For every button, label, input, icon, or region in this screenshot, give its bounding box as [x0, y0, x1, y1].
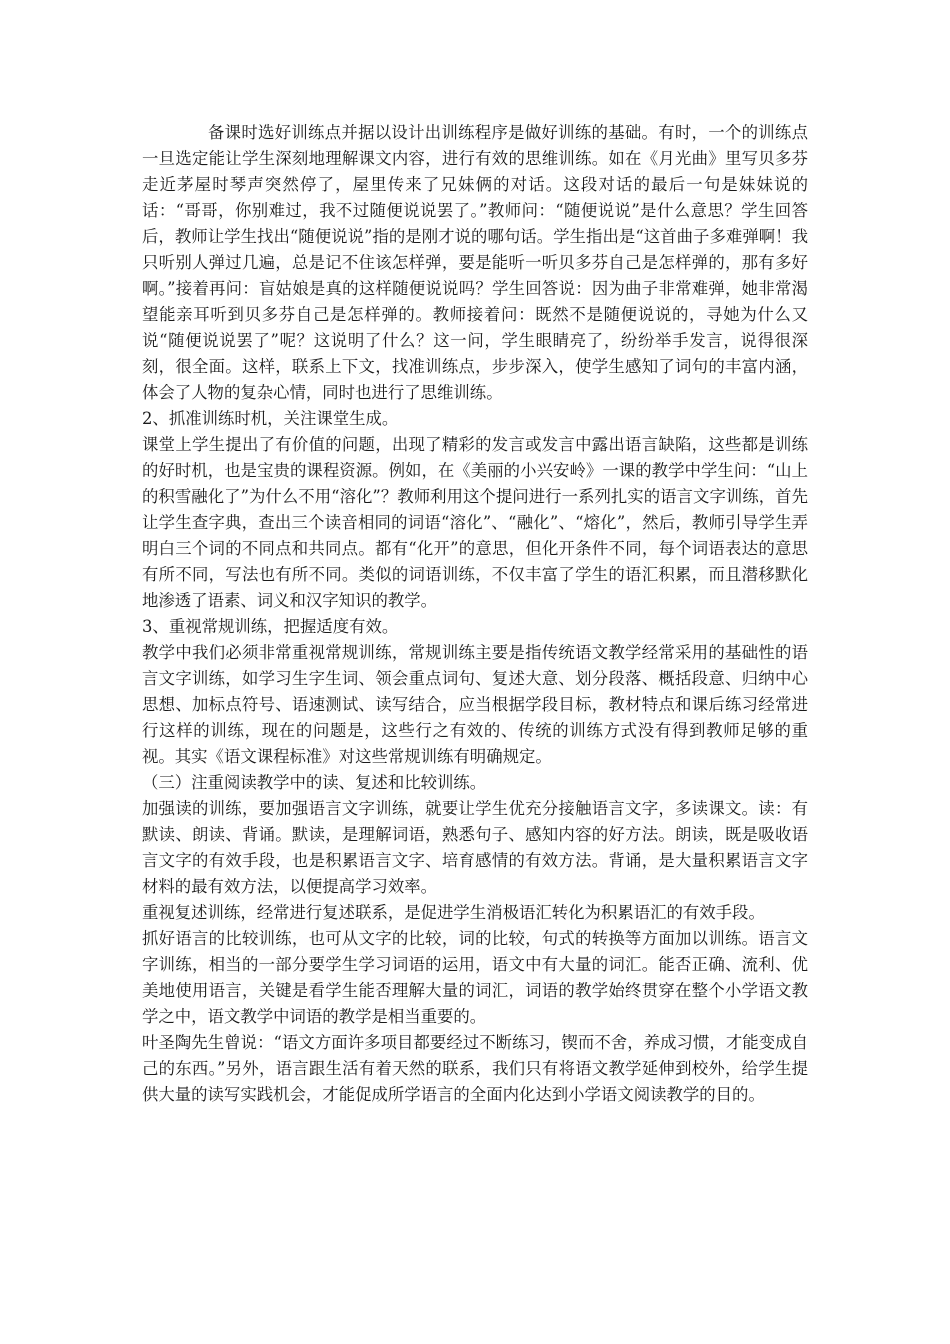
- paragraph-training-point: 备课时选好训练点并据以设计出训练程序是做好训练的基础。有时，一个的训练点一旦选定能让学生深刻地理解课文内容，进行有效的思维训练。如在《月光曲》里写贝多芬走近茅屋时琴声突然停了，屋里传来了兄妹俩的对话。这段对话的最后一句是妹妹说的话：“哥哥，你别难过，我不过随便说说罢了。”教师问：“随便说说”是什么意思？学生回答后，教师让学生找出“随便说说”指的是刚才说的哪句话。学生指出是“这首曲子多难弹啊！我只听别人弹过几遍，总是记不住该怎样弹，要是能听一听贝多芬自己是怎样弹的，那有多好啊。”接着再问：盲姑娘是真的这样随便说说吗？学生回答说：因为曲子非常难弹，她非常渴望能亲耳听到贝多芬自己是怎样弹的。教师接着问：既然不是随便说说的，寻她为什么又说“随便说说罢了”呢？这说明了什么？这一问，学生眼睛亮了，纷纷举手发言，说得很深刻，很全面。这样，联系上下文，找准训练点，步步深入，使学生感知了词句的丰富内涵，体会了人物的复杂心情，同时也进行了思维训练。: [142, 123, 808, 402]
- paragraph-training-timing: 课堂上学生提出了有价值的问题，出现了精彩的发言或发言中露出语言缺陷，这些都是训练的好时机，也是宝贵的课程资源。例如，在《美丽的小兴安岭》一课的教学中学生问：“山上的积雪融化了”为什么不用“溶化”？教师利用这个提问进行一系列扎实的语言文字训练，首先让学生查字典，查出三个读音相同的词语“溶化”、“融化”、“熔化”，然后，教师引导学生弄明白三个词的不同点和共同点。都有“化开”的意思，但化开条件不同，每个词语表达的意思有所不同，写法也有所不同。类似的词语训练，不仅丰富了学生的语汇积累，而且潜移默化地渗透了语素、词义和汉字知识的教学。: [142, 435, 808, 610]
- heading-routine-training: 3、重视常规训练，把握适度有效。: [142, 617, 399, 636]
- heading-reading-teaching: （三）注重阅读教学中的读、复述和比较训练。: [142, 773, 487, 792]
- document-body: [142, 120, 808, 1108]
- paragraph-comparison-training: 抓好语言的比较训练，也可从文字的比较，词的比较，句式的转换等方面加以训练。语言文字训练，相当的一部分要学生学习词语的运用，语文中有大量的词汇。能否正确、流利、优美地使用语言，关键是看学生能否理解大量的词汇，词语的教学始终贯穿在整个小学语文教学之中，语文教学中词语的教学是相当重要的。: [142, 929, 808, 1026]
- paragraph-ye-shengtao-quote: 叶圣陶先生曾说：“语文方面许多项目都要经过不断练习，锲而不舍，养成习惯，才能变成自己的东西。”另外，语言跟生活有着天然的联系，我们只有将语文教学延伸到校外，给学生提供大量的读写实践机会，才能促成所学语言的全面内化达到小学语文阅读教学的目的。: [142, 1033, 808, 1104]
- paragraph-retelling-training: 重视复述训练，经常进行复述联系，是促进学生消极语汇转化为积累语汇的有效手段。: [142, 903, 765, 922]
- paragraph-reading-training: 加强读的训练，要加强语言文字训练，就要让学生优充分接触语言文字，多读课文。读：有默读、朗读、背诵。默读，是理解词语，熟悉句子、感知内容的好方法。朗读，既是吸收语言文字的有效手段，也是积累语言文字、培育感情的有效方法。背诵，是大量积累语言文字材料的最有效方法，以便提高学习效率。: [142, 799, 808, 896]
- heading-training-timing: 2、抓准训练时机，关注课堂生成。: [142, 409, 399, 428]
- paragraph-routine-training: 教学中我们必须非常重视常规训练，常规训练主要是指传统语文教学经常采用的基础性的语言文字训练，如学习生字生词、领会重点词句、复述大意、划分段落、概括段意、归纳中心思想、加标点符号、语速测试、读写结合，应当根据学段目标，教材特点和课后练习经常进行这样的训练，现在的问题是，这些行之有效的、传统的训练方式没有得到教师足够的重视。其实《语文课程标准》对这些常规训练有明确规定。: [142, 643, 808, 766]
